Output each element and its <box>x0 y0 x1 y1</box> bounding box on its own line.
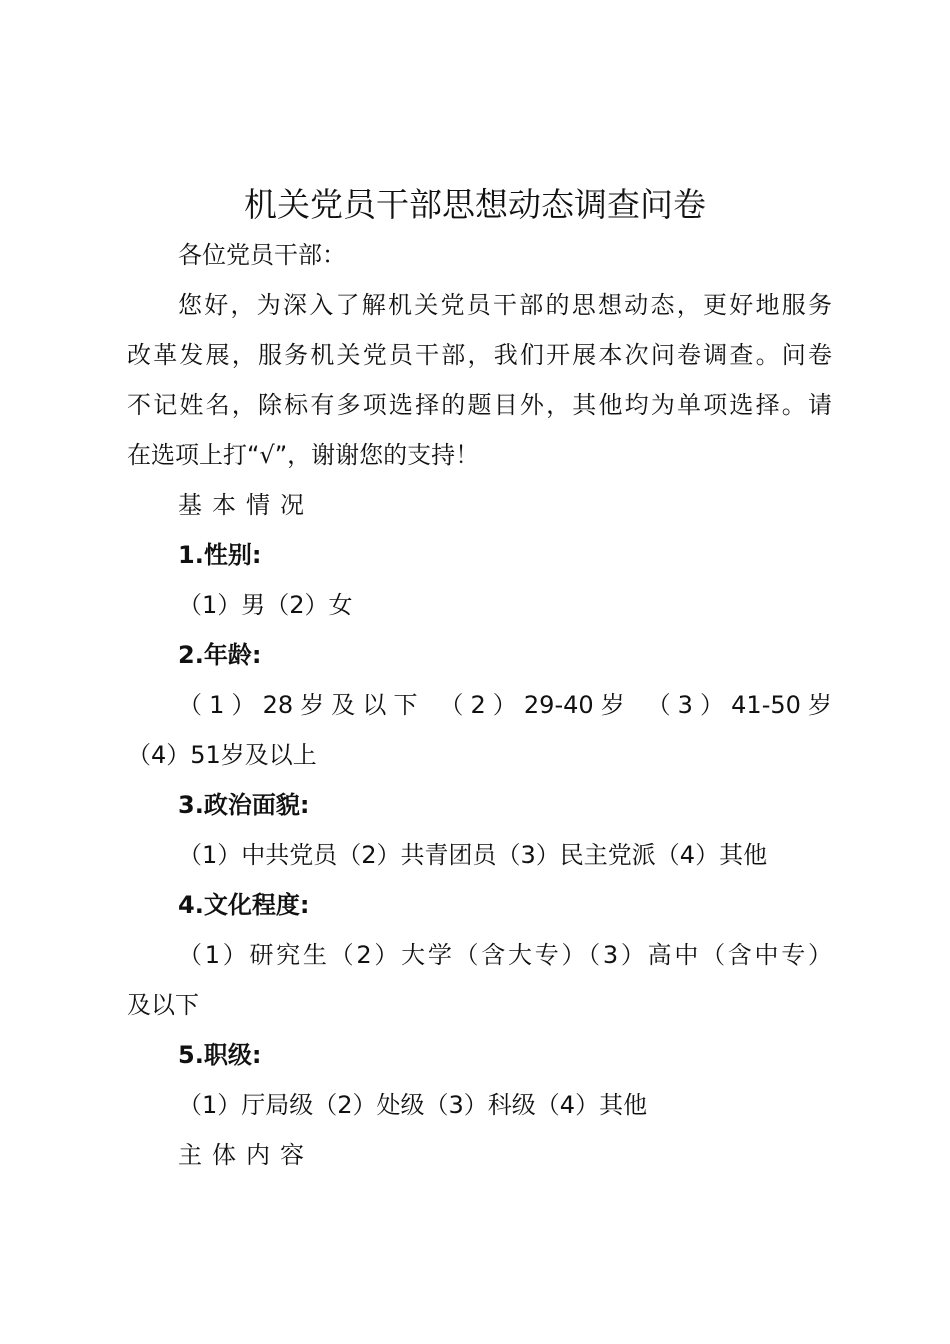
section-heading-basic: 基本情况 <box>178 491 314 519</box>
intro-line-4: 在选项上打“√”，谢谢您的支持！ <box>127 441 480 469</box>
question-4-options-line-1: （1）研究生（2）大学（含大专）（3）高中（含中专） <box>178 941 832 969</box>
question-3-label: 3.政治面貌: <box>178 791 310 819</box>
document-title: 机关党员干部思想动态调查问卷 <box>244 185 706 224</box>
question-5-label: 5.职级: <box>178 1041 262 1069</box>
intro-line-1: 您好，为深入了解机关党员干部的思想动态，更好地服务 <box>178 291 832 319</box>
question-1-label: 1.性别: <box>178 541 262 569</box>
intro-line-2: 改革发展，服务机关党员干部，我们开展本次问卷调查。问卷 <box>127 341 832 369</box>
salutation: 各位党员干部： <box>178 241 346 269</box>
question-2-options-line-2: （4）51岁及以上 <box>127 741 317 769</box>
question-2-label: 2.年龄: <box>178 641 262 669</box>
question-2-options-line-1: （1）28岁及以下 （2）29-40岁 （3）41-50岁 <box>178 691 832 719</box>
question-4-label: 4.文化程度: <box>178 891 310 919</box>
question-4-options-line-2: 及以下 <box>127 991 199 1019</box>
question-1-options: （1）男（2）女 <box>178 591 353 619</box>
question-3-options: （1）中共党员（2）共青团员（3）民主党派（4）其他 <box>178 841 768 869</box>
section-heading-main: 主体内容 <box>178 1141 314 1169</box>
intro-line-3: 不记姓名，除标有多项选择的题目外，其他均为单项选择。请 <box>127 391 832 419</box>
question-5-options: （1）厅局级（2）处级（3）科级（4）其他 <box>178 1091 648 1119</box>
